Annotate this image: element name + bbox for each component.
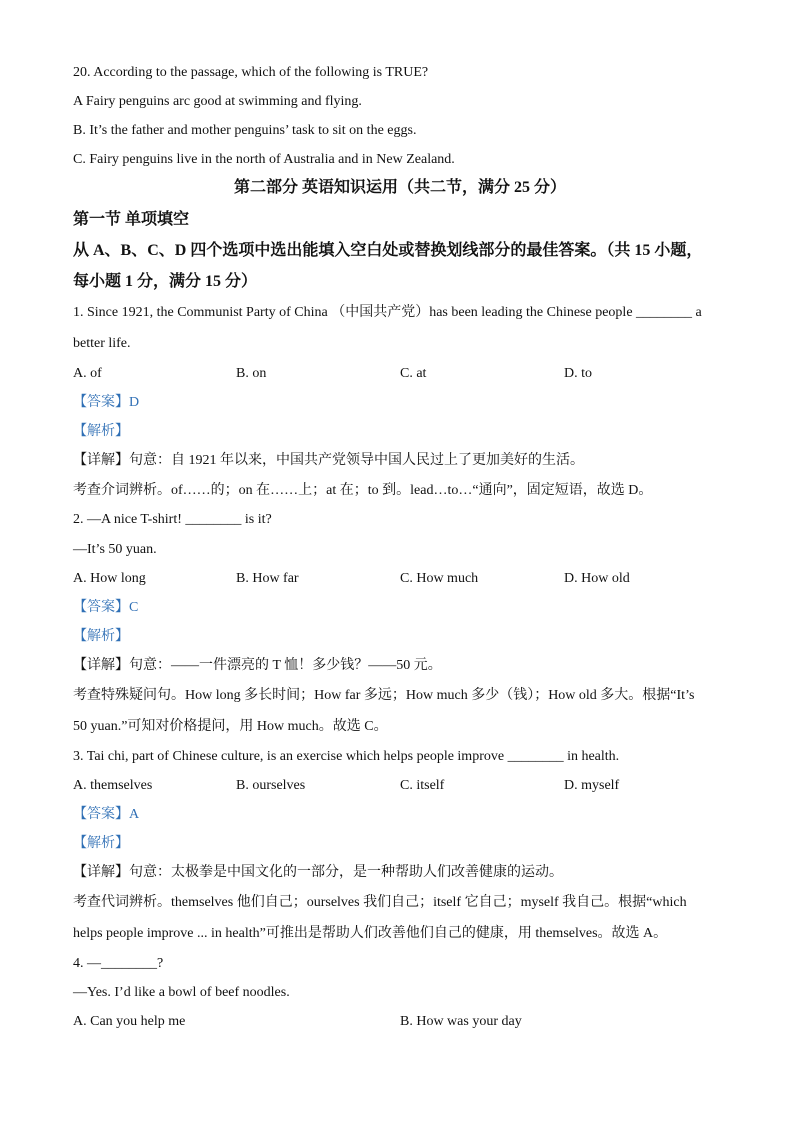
- instruction-line-2: 每小题 1 分，满分 15 分）: [73, 273, 258, 290]
- q4-option-a: A. Can you help me: [73, 1014, 186, 1029]
- q20-option-a: A Fairy penguins arc good at swimming and flying.: [73, 94, 362, 109]
- q2-analysis-label: 【解析】: [73, 629, 129, 644]
- q1-explanation: 考查介词辨析。of……的；on 在……上；at 在；to 到。lead…to…“通向”，固定短语，故选 D。: [73, 483, 653, 498]
- q3-option-a: A. themselves: [73, 778, 153, 793]
- q3-option-d: D. myself: [564, 778, 620, 793]
- q2-line-1: 2. —A nice T-shirt! ________ is it?: [73, 512, 272, 527]
- q2-detail: 【详解】句意：——一件漂亮的 T 恤！多少钱？——50 元。: [73, 658, 442, 673]
- q3-explanation-2: helps people improve ... in health”可推出是帮助人们改善他们自己的健康，用 themselves。故选 A。: [73, 926, 668, 941]
- q2-answer: 【答案】C: [73, 600, 139, 615]
- q4-line-1: 4. —________?: [73, 956, 164, 971]
- q3-answer: 【答案】A: [73, 807, 140, 822]
- q2-explanation-2: 50 yuan.”可知对价格提问，用 How much。故选 C。: [73, 719, 388, 734]
- q3-option-c: C. itself: [400, 778, 445, 793]
- q20-question: 20. According to the passage, which of the following is TRUE?: [73, 65, 429, 80]
- q1-line-1: 1. Since 1921, the Communist Party of China （中国共产党）has been leading the Chinese people ________ a: [73, 305, 702, 320]
- q1-option-d: D. to: [564, 366, 592, 381]
- q1-option-b: B. on: [236, 366, 267, 381]
- q2-line-2: —It’s 50 yuan.: [73, 542, 157, 557]
- q2-option-c: C. How much: [400, 571, 479, 586]
- q2-explanation-1: 考查特殊疑问句。How long 多长时间；How far 多远；How much 多少（钱）；How old 多大。根据“It’s: [73, 688, 695, 703]
- instruction-line-1: 从 A、B、C、D 四个选项中选出能填入空白处或替换划线部分的最佳答案。（共 15 小题，: [73, 242, 703, 259]
- q1-detail: 【详解】句意：自 1921 年以来，中国共产党领导中国人民过上了更加美好的生活。: [73, 453, 584, 468]
- q20-option-b: B. It’s the father and mother penguins’ task to sit on the eggs.: [73, 123, 417, 138]
- q4-line-2: —Yes. I’d like a bowl of beef noodles.: [73, 985, 290, 1000]
- q3-detail: 【详解】句意：太极拳是中国文化的一部分，是一种帮助人们改善健康的运动。: [73, 865, 563, 880]
- q1-analysis-label: 【解析】: [73, 424, 129, 439]
- part2-title: 第二部分 英语知识运用（共二节，满分 25 分）: [233, 179, 566, 196]
- q3-option-b: B. ourselves: [236, 778, 306, 793]
- q4-option-b: B. How was your day: [400, 1014, 522, 1029]
- q2-option-b: B. How far: [236, 571, 299, 586]
- q20-option-c: C. Fairy penguins live in the north of Australia and in New Zealand.: [73, 152, 455, 167]
- q3-explanation-1: 考查代词辨析。themselves 他们自己；ourselves 我们自己；itself 它自己；myself 我自己。根据“which: [73, 895, 687, 910]
- section-title: 第一节 单项填空: [73, 211, 190, 228]
- q2-option-d: D. How old: [564, 571, 630, 586]
- q1-line-2: better life.: [73, 336, 131, 351]
- q2-option-a: A. How long: [73, 571, 146, 586]
- q3-line-1: 3. Tai chi, part of Chinese culture, is an exercise which helps people improve ________ in health.: [73, 749, 620, 764]
- q1-option-c: C. at: [400, 366, 427, 381]
- q1-option-a: A. of: [73, 366, 102, 381]
- q1-answer: 【答案】D: [73, 395, 140, 410]
- q3-analysis-label: 【解析】: [73, 836, 129, 851]
